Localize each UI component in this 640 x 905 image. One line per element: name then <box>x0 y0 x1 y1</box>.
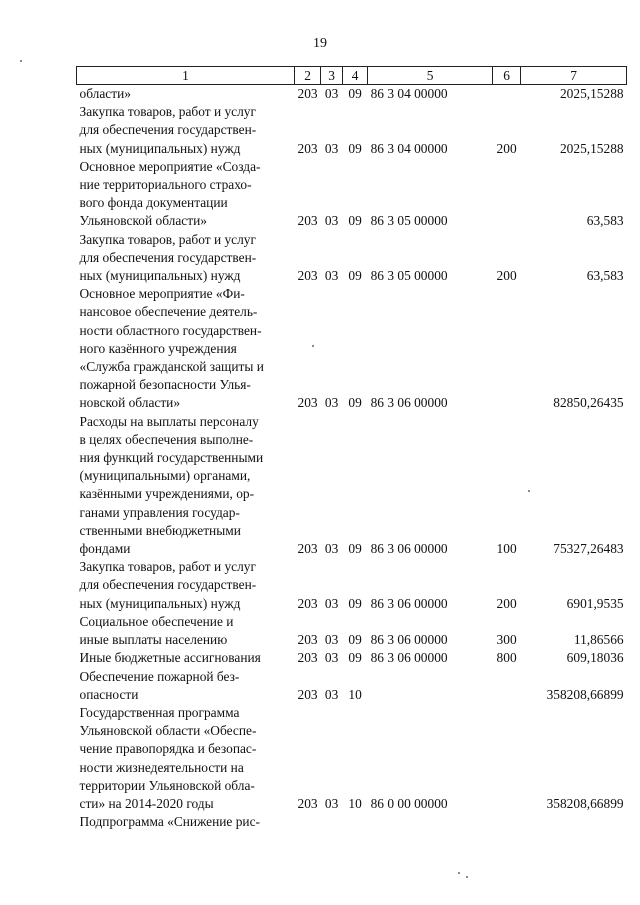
row-code-3: 03 <box>324 395 339 411</box>
header-col-6: 6 <box>493 67 521 85</box>
row-code-4: 09 <box>348 86 362 101</box>
table-row <box>77 704 627 813</box>
scan-speck <box>20 60 22 62</box>
row-code-6 <box>493 158 521 231</box>
row-code-2: 203 <box>297 595 318 611</box>
table-row <box>77 85 627 104</box>
row-code-6 <box>493 813 521 831</box>
table-row <box>77 668 627 704</box>
table-row <box>77 413 627 559</box>
row-description: Закупка товаров, работ и услуг для обеспечения государствен- ных (муниципальных) нужд <box>79 104 257 156</box>
row-code-3: 03 <box>324 686 339 702</box>
table-row <box>77 813 627 831</box>
budget-table <box>76 66 627 831</box>
row-amount: 63,583 <box>586 268 624 284</box>
page-number: 19 <box>313 36 327 51</box>
row-code-5: 86 3 06 00000 <box>370 650 448 666</box>
row-code-5: 86 3 04 00000 <box>370 86 448 101</box>
row-amount: 63,583 <box>586 213 624 229</box>
row-code-5: 86 3 06 00000 <box>370 395 448 411</box>
row-code-2: 203 <box>297 395 318 411</box>
row-code-6 <box>493 704 521 813</box>
row-code-2: 203 <box>297 650 318 666</box>
row-code-2: 203 <box>297 686 318 702</box>
row-code-6 <box>493 85 521 104</box>
row-code-3: 03 <box>324 140 339 156</box>
row-code-3: 03 <box>324 541 339 557</box>
row-code-4: 09 <box>348 213 362 229</box>
row-code-2: 203 <box>297 86 318 101</box>
header-col-7: 7 <box>521 67 627 85</box>
row-code-6: 200 <box>496 140 517 156</box>
row-code-5 <box>368 668 493 704</box>
row-code-6 <box>493 285 521 412</box>
row-code-2: 203 <box>297 632 318 648</box>
row-description: Основное мероприятие «Фи- нансовое обеспечение деятель- ности областного государствен- ного казённого учреждения «Служба гражданской защиты и пожарной безопасности Улья- новской области» <box>79 286 264 411</box>
scan-speck <box>466 876 468 878</box>
row-code-6: 800 <box>496 650 517 666</box>
row-description: Закупка товаров, работ и услуг для обеспечения государствен- ных (муниципальных) нужд <box>79 559 257 611</box>
row-code-3: 03 <box>324 213 339 229</box>
scan-speck <box>458 872 460 874</box>
header-col-4: 4 <box>343 67 368 85</box>
row-code-4: 09 <box>348 541 362 557</box>
row-code-3: 03 <box>324 650 339 666</box>
table-row <box>77 158 627 231</box>
row-code-6 <box>493 668 521 704</box>
row-code-3: 03 <box>324 795 339 811</box>
row-code-4: 09 <box>348 650 362 666</box>
row-amount <box>521 813 627 831</box>
row-code-4: 09 <box>348 632 362 648</box>
row-code-3: 03 <box>324 632 339 648</box>
row-description: области» <box>79 86 131 101</box>
row-code-3 <box>321 813 343 831</box>
table-row <box>77 285 627 412</box>
row-code-6: 200 <box>496 268 517 284</box>
row-code-2: 203 <box>297 268 318 284</box>
row-code-5: 86 3 04 00000 <box>370 140 448 156</box>
row-code-4: 09 <box>348 395 362 411</box>
row-code-5: 86 3 06 00000 <box>370 541 448 557</box>
row-code-4: 09 <box>348 595 362 611</box>
row-code-5: 86 0 00 00000 <box>370 795 448 811</box>
row-code-5: 86 3 06 00000 <box>370 632 448 648</box>
row-code-4 <box>343 813 368 831</box>
table-header-row <box>77 67 627 85</box>
row-amount: 6901,9535 <box>566 595 624 611</box>
row-amount: 2025,15288 <box>559 86 624 101</box>
row-description: Обеспечение пожарной без- опасности <box>79 668 240 702</box>
row-code-4: 09 <box>348 268 362 284</box>
row-code-3: 03 <box>324 86 339 101</box>
row-code-6: 300 <box>496 632 517 648</box>
row-amount: 2025,15288 <box>559 140 624 156</box>
row-code-3: 03 <box>324 268 339 284</box>
row-amount: 609,18036 <box>566 650 624 666</box>
row-description: Расходы на выплаты персоналу в целях обеспечения выполне- ния функций государственными (муниципальными) органами, казёнными учреждениями, ор- ганами управления государ- ственными внебюджетными фондами <box>79 413 264 557</box>
row-amount: 358208,66899 <box>546 795 624 811</box>
row-amount: 75327,26483 <box>553 541 624 557</box>
row-code-5 <box>368 813 493 831</box>
row-description: Социальное обеспечение и иные выплаты населению <box>79 613 234 648</box>
header-col-2: 2 <box>295 67 321 85</box>
scan-speck <box>312 345 314 347</box>
row-code-2: 203 <box>297 213 318 229</box>
table-row <box>77 558 627 613</box>
row-code-4: 09 <box>348 140 362 156</box>
table-row <box>77 231 627 286</box>
row-code-5: 86 3 05 00000 <box>370 213 448 229</box>
row-code-3: 03 <box>324 595 339 611</box>
row-code-5: 86 3 06 00000 <box>370 595 448 611</box>
row-code-2: 203 <box>297 140 318 156</box>
table-row <box>77 613 627 649</box>
row-description: Иные бюджетные ассигнования <box>79 650 261 666</box>
row-amount: 358208,66899 <box>546 686 624 702</box>
row-description: Государственная программа Ульяновской области «Обеспе- чение правопорядка и безопас- ности жизнедеятельности на территории Ульяновской обла- сти» на 2014-2020 годы <box>79 704 257 811</box>
row-code-2: 203 <box>297 541 318 557</box>
table-row <box>77 649 627 667</box>
row-code-4: 10 <box>348 686 362 702</box>
row-description: Подпрограмма «Снижение рис- <box>79 814 260 830</box>
row-amount: 11,86566 <box>573 632 624 648</box>
row-code-2 <box>295 813 321 831</box>
row-code-5: 86 3 05 00000 <box>370 268 448 284</box>
row-amount: 82850,26435 <box>553 395 624 411</box>
row-code-2: 203 <box>297 795 318 811</box>
row-description: Закупка товаров, работ и услуг для обеспечения государствен- ных (муниципальных) нужд <box>79 231 257 284</box>
scan-speck <box>528 490 530 492</box>
header-col-5: 5 <box>368 67 493 85</box>
table-row <box>77 103 627 158</box>
header-col-3: 3 <box>321 67 343 85</box>
row-code-6: 200 <box>496 595 517 611</box>
row-description: Основное мероприятие «Созда- ние территориального страхо- вого фонда документации Ульяновской области» <box>79 158 261 229</box>
row-code-4: 10 <box>348 795 362 811</box>
row-code-6: 100 <box>496 541 517 557</box>
header-col-1: 1 <box>77 67 295 85</box>
